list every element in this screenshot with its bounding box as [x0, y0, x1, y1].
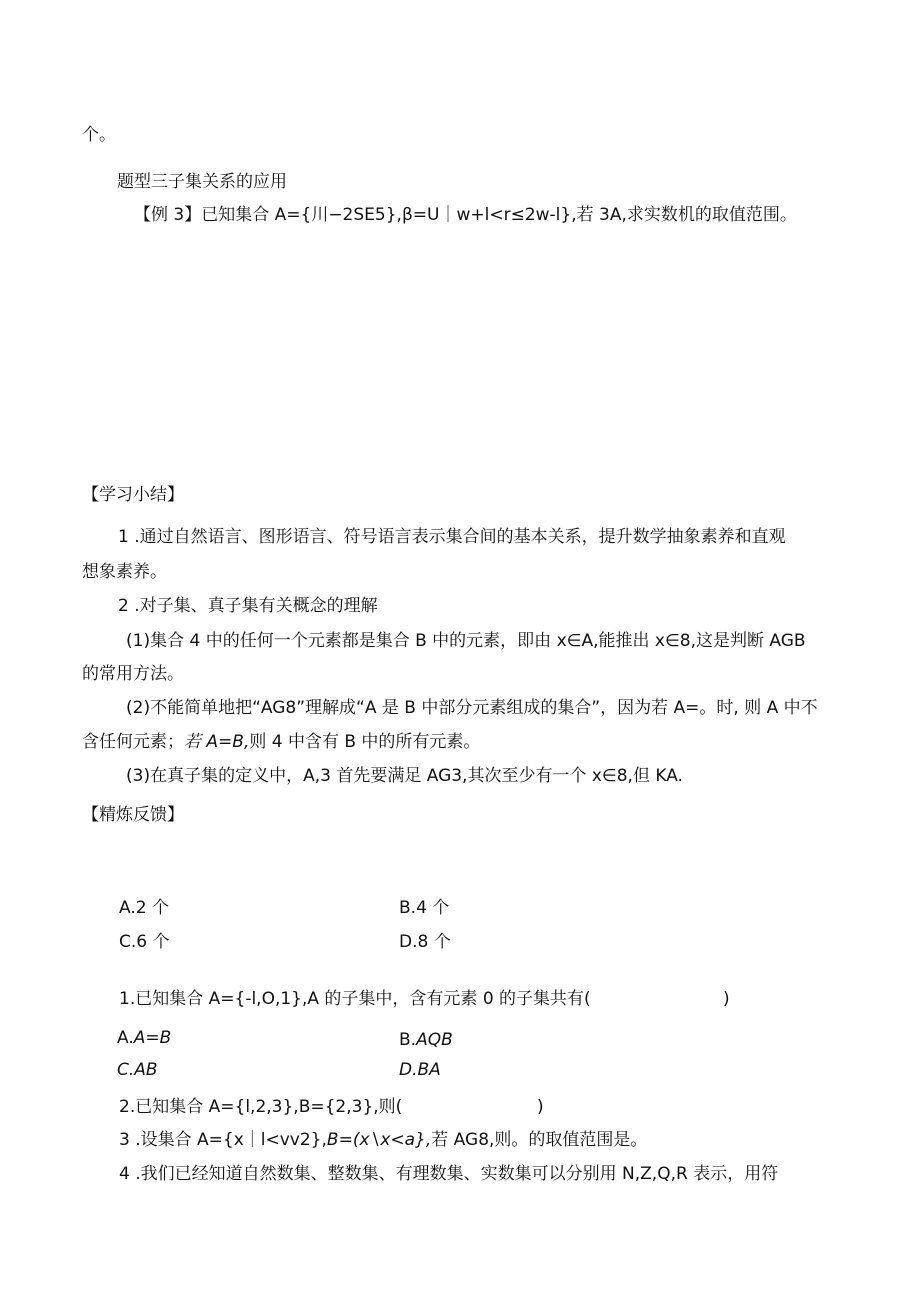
option-b: B.4 个: [399, 898, 450, 918]
summary-item-1: 1 .通过自然语言、图形语言、符号语言表示集合间的基本关系，提升数学抽象素养和直观: [118, 527, 786, 547]
summary-point-1: (1)集合 4 中的任何一个元素都是集合 B 中的元素，即由 x∈A,能推出 x∈8,这是判断 AGB: [126, 631, 806, 651]
option-c: C.6 个: [119, 932, 170, 952]
option-a: A.A=B: [117, 1028, 172, 1048]
example-3: 【例 3】已知集合 A={川−2SE5},β=U｜w+l<r≤2w-l},若 3A,求实数机的取值范围。: [134, 205, 797, 225]
section-heading: 题型三子集关系的应用: [117, 172, 287, 192]
summary-point-3: (3)在真子集的定义中，A,3 首先要满足 AG3,其次至少有一个 x∈8,但 KA.: [126, 766, 683, 786]
summary-point-2-cont: 含任何元素；若 A=B,则 4 中含有 B 中的所有元素。: [82, 732, 481, 752]
question-4: 4 .我们已经知道自然数集、整数集、有理数集、实数集可以分别用 N,Z,Q,R 表示，用符: [119, 1164, 779, 1184]
option-d: D.BA: [399, 1060, 441, 1080]
option-b: B.AQB: [399, 1030, 453, 1050]
question-2: 2.已知集合 A={l,2,3},B={2,3},则(: [119, 1097, 403, 1117]
summary-point-2: (2)不能简单地把“AG8”理解成“A 是 B 中部分元素组成的集合”，因为若 A=。时, 则 A 中不: [126, 698, 818, 718]
question-2-paren: ): [537, 1097, 544, 1117]
option-c: C.AB: [117, 1060, 158, 1080]
summary-point-1-cont: 的常用方法。: [82, 664, 184, 684]
option-d: D.8 个: [399, 932, 451, 952]
exercise-heading: 【精炼反馈】: [82, 805, 184, 825]
question-1-paren: ): [723, 989, 730, 1009]
question-1: 1.已知集合 A={-l,O,1},A 的子集中，含有元素 0 的子集共有(: [119, 989, 591, 1009]
summary-item-1-cont: 想象素养。: [82, 562, 167, 582]
text-line: 个。: [82, 125, 116, 145]
question-3: 3 .设集合 A={x｜l<vv2},B=(x∖x<a},若 AG8,则。的取值范围是。: [119, 1130, 648, 1150]
summary-heading: 【学习小结】: [82, 485, 184, 505]
option-a: A.2 个: [119, 898, 169, 918]
summary-item-2: 2 .对子集、真子集有关概念的理解: [118, 596, 378, 616]
